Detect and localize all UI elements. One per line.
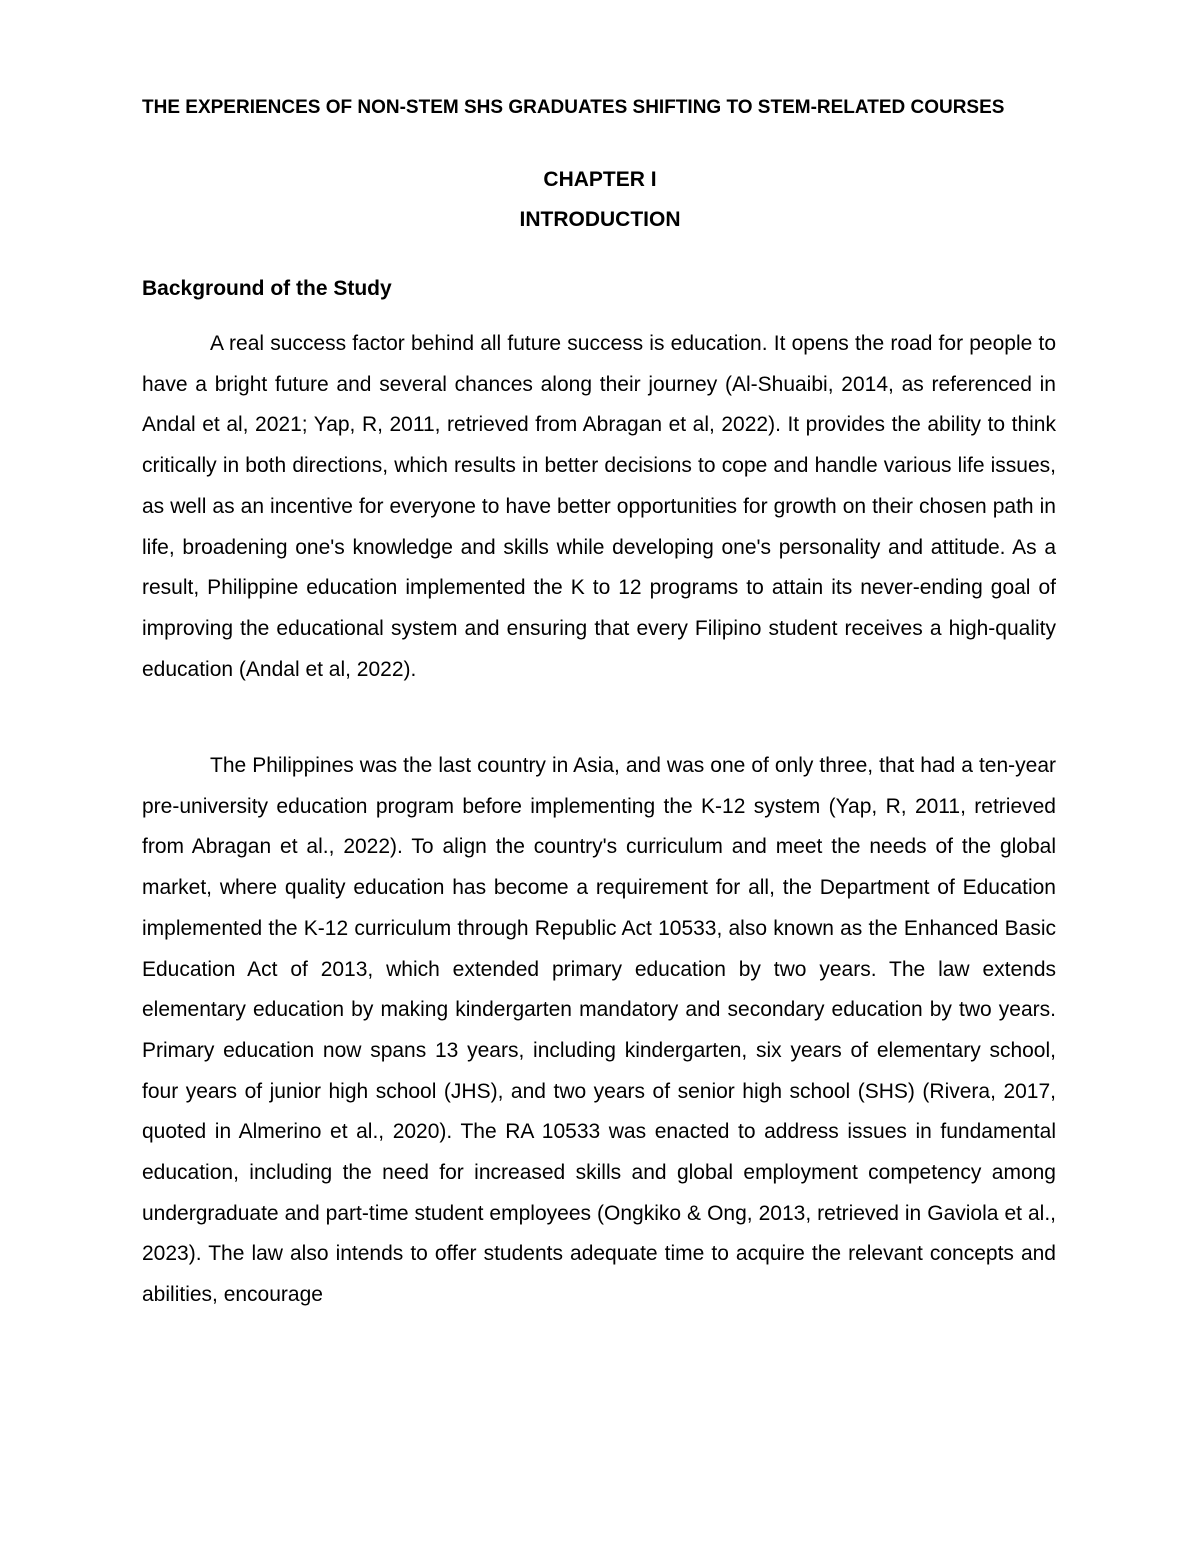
chapter-title: INTRODUCTION [519,208,681,231]
chapter-number: CHAPTER I [543,168,657,191]
section-heading: Background of the Study [142,277,392,300]
paragraph: The Philippines was the last country in Asia, and was one of only three, that had a ten-year pre-university education program before implementing the K-12 system (Yap, R, 2011, retrieved from Abragan et al., 2022). To align the country's curriculum and meet the needs of the global market, where quality education has become a requirement for all, the Department of Education implemented the K-12 curriculum through Republic Act 10533, also known as the Enhanced Basic Education Act of 2013, which extended primary education by two years. The law extends elementary education by making kindergarten mandatory and secondary education by two years. Primary education now spans 13 years, including kindergarten, six years of elementary school, four years of junior high school (JHS), and two years of senior high school (SHS) (Rivera, 2017, quoted in Almerino et al., 2020). The RA 10533 was enacted to address issues in fundamental education, including the need for increased skills and global employment competency among undergraduate and part-time student employees (Ongkiko & Ong, 2013, retrieved in Gaviola et al., 2023). The law also intends to offer students adequate time to acquire the relevant concepts and abilities, encourage [142,754,1056,1307]
document-title: THE EXPERIENCES OF NON-STEM SHS GRADUATES SHIFTING TO STEM-RELATED COURSES [142,97,1005,118]
paragraph: A real success factor behind all future success is education. It opens the road for people to have a bright future and several chances along their journey (Al-Shuaibi, 2014, as referenced in Andal et al, 2021; Yap, R, 2011, retrieved from Abragan et al, 2022). It provides the ability to think critically in both directions, which results in better decisions to cope and handle various life issues, as well as an incentive for everyone to have better opportunities for growth on their chosen path in life, broadening one's knowledge and skills while developing one's personality and attitude. As a result, Philippine education implemented the K to 12 programs to attain its never-ending goal of improving the educational system and ensuring that every Filipino student receives a high-quality education (Andal et al, 2022). [142,332,1056,681]
